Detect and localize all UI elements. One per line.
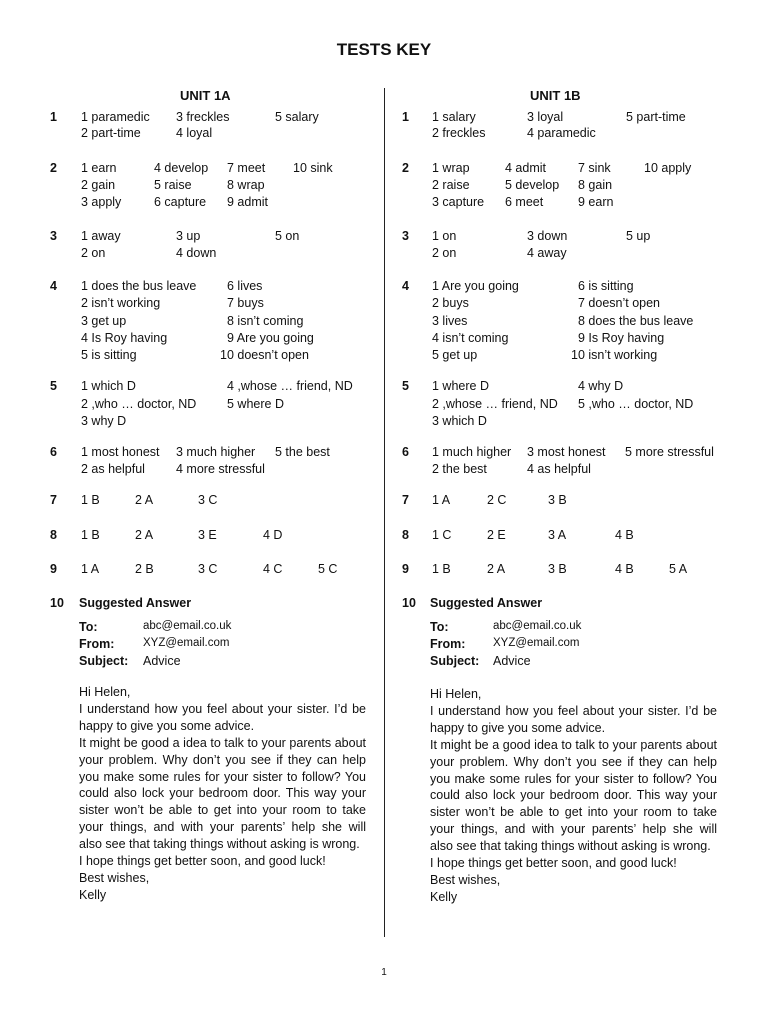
letter-paragraph: I understand how you feel about your sister. I’d be happy to give you some advice.	[79, 701, 366, 733]
letter-signoff: Best wishes,	[79, 870, 150, 885]
answer-item: 1 wrap	[432, 161, 470, 175]
answer-item: 4 ,whose … friend, ND	[227, 379, 353, 393]
answer-item: 1 most honest	[81, 445, 160, 459]
answer-item: 10 isn’t working	[571, 348, 658, 362]
answer-item: 2 on	[432, 246, 457, 260]
question-number: 4	[50, 279, 57, 293]
answer-item: 5 develop	[505, 178, 560, 192]
letter-signature: Kelly	[79, 887, 107, 902]
unit-heading: UNIT 1A	[180, 88, 231, 103]
email-subject-label: Subject:	[430, 654, 480, 668]
question-number: 10	[50, 596, 64, 610]
question-number: 7	[402, 493, 409, 507]
question-number: 9	[402, 562, 409, 576]
answer-item: 4 B	[615, 528, 634, 542]
answer-item: 2 as helpful	[81, 462, 145, 476]
letter-greeting: Hi Helen,	[430, 687, 482, 701]
answer-item: 3 why D	[81, 414, 127, 428]
answer-item: 1 A	[432, 493, 451, 507]
answer-item: 3 down	[527, 229, 568, 243]
answer-item: 4 C	[263, 562, 283, 576]
letter-paragraph: I hope things get better soon, and good luck!	[79, 854, 326, 869]
email-from-value: XYZ@email.com	[143, 637, 230, 649]
email-subject-value: Advice	[143, 654, 181, 668]
question-number: 3	[50, 229, 57, 243]
email-from-label: From:	[430, 637, 466, 651]
answer-item: 2 A	[135, 493, 154, 507]
answer-item: 10 apply	[644, 161, 692, 175]
question-number: 3	[402, 229, 409, 243]
answer-item: 5 get up	[432, 348, 478, 362]
question-number: 9	[50, 562, 57, 576]
answer-item: 10 sink	[293, 161, 333, 175]
answer-item: 6 capture	[154, 195, 207, 209]
answer-item: 7 buys	[227, 296, 264, 310]
answer-item: 3 B	[548, 493, 567, 507]
answer-item: 3 apply	[81, 195, 122, 209]
answer-item: 4 away	[527, 246, 567, 260]
answer-item: 4 loyal	[176, 126, 213, 140]
answer-item: 2 A	[487, 562, 506, 576]
question-number: 6	[50, 445, 57, 459]
answer-item: 4 as helpful	[527, 462, 591, 476]
answer-item: 2 part-time	[81, 126, 141, 140]
question-number: 8	[402, 528, 409, 542]
answer-item: 2 buys	[432, 296, 469, 310]
answer-item: 5 part-time	[626, 110, 686, 124]
answer-item: 1 which D	[81, 379, 136, 393]
email-subject-label: Subject:	[79, 654, 129, 668]
answer-item: 5 the best	[275, 445, 330, 459]
answer-item: 2 ,who … doctor, ND	[81, 397, 197, 411]
unit-heading: UNIT 1B	[530, 88, 581, 103]
answer-item: 7 sink	[578, 161, 611, 175]
answer-item: 2 C	[487, 493, 507, 507]
answer-item: 5 where D	[227, 397, 284, 411]
answer-item: 3 up	[176, 229, 201, 243]
answer-item: 1 C	[432, 528, 452, 542]
answer-item: 1 salary	[432, 110, 476, 124]
answer-item: 3 lives	[432, 314, 468, 328]
answer-item: 2 freckles	[432, 126, 486, 140]
answer-item: 1 B	[81, 528, 100, 542]
answer-item: 1 B	[432, 562, 451, 576]
answer-item: 1 does the bus leave	[81, 279, 197, 293]
question-number: 10	[402, 596, 416, 610]
answer-item: 4 isn’t coming	[432, 331, 509, 345]
answer-item: 1 A	[81, 562, 100, 576]
letter-signoff: Best wishes,	[430, 872, 501, 887]
answer-item: 6 lives	[227, 279, 263, 293]
answer-item: 9 earn	[578, 195, 614, 209]
answer-item: 8 wrap	[227, 178, 265, 192]
question-number: 2	[50, 161, 57, 175]
answer-item: 2 A	[135, 528, 154, 542]
email-subject-value: Advice	[493, 654, 531, 668]
answer-item: 3 B	[548, 562, 567, 576]
question-number: 5	[50, 379, 57, 393]
answer-item: 2 isn’t working	[81, 296, 161, 310]
answer-item: 2 ,whose … friend, ND	[432, 397, 558, 411]
letter-paragraph: I understand how you feel about your sister. I’d be happy to give you some advice.	[430, 703, 717, 735]
answer-item: 4 B	[615, 562, 634, 576]
answer-item: 3 freckles	[176, 110, 230, 124]
question-number: 1	[402, 110, 409, 124]
suggested-answer-heading: Suggested Answer	[430, 596, 543, 610]
answer-item: 5 A	[669, 562, 688, 576]
email-to-value: abc@email.co.uk	[493, 620, 582, 632]
answer-item: 7 doesn’t open	[578, 296, 661, 310]
answer-item: 3 get up	[81, 314, 127, 328]
answer-item: 5 more stressful	[625, 445, 714, 459]
letter-paragraph: It might be good a idea to talk to your parents about your problem. Why don’t you see if they can help you make some rules for your sister to follow? You could also lock your bedroom door. This way your sister won’t be able to get into your room to take your things, and with your parents’ help she will also see that taking things without asking is wrong.	[79, 735, 366, 852]
answer-item: 1 where D	[432, 379, 489, 393]
answer-item: 6 is sitting	[578, 279, 634, 293]
letter-greeting: Hi Helen,	[79, 685, 131, 699]
answer-item: 1 B	[81, 493, 100, 507]
answer-item: 1 away	[81, 229, 121, 243]
answer-item: 4 develop	[154, 161, 209, 175]
answer-item: 2 raise	[432, 178, 470, 192]
suggested-letter	[430, 686, 717, 906]
answer-item: 8 isn’t coming	[227, 314, 304, 328]
answer-item: 2 B	[135, 562, 154, 576]
letter-signature: Kelly	[430, 889, 458, 904]
answer-item: 4 admit	[505, 161, 546, 175]
answer-item: 1 earn	[81, 161, 117, 175]
email-from-value: XYZ@email.com	[493, 637, 580, 649]
question-number: 4	[402, 279, 409, 293]
letter-paragraph: It might be a good idea to talk to your parents about your problem. Why don’t you see if they can help you make some rules for your sister to follow? You could also lock your bedroom door. This way your sister won’t be able to get into your room to take your things, and with your parents’ help she will also see that taking things without asking is wrong.	[430, 737, 717, 854]
answer-item: 3 which D	[432, 414, 487, 428]
page-number: 1	[381, 967, 387, 978]
answer-item: 5 C	[318, 562, 338, 576]
email-to-value: abc@email.co.uk	[143, 620, 232, 632]
answer-item: 3 loyal	[527, 110, 564, 124]
answer-item: 4 paramedic	[527, 126, 596, 140]
answer-item: 4 why D	[578, 379, 624, 393]
answer-item: 1 on	[432, 229, 457, 243]
answer-item: 6 meet	[505, 195, 544, 209]
answer-item: 7 meet	[227, 161, 266, 175]
question-number: 2	[402, 161, 409, 175]
answer-item: 3 much higher	[176, 445, 256, 459]
answer-item: 4 down	[176, 246, 217, 260]
answer-item: 8 gain	[578, 178, 613, 192]
answer-item: 3 most honest	[527, 445, 606, 459]
answer-item: 3 C	[198, 562, 218, 576]
answer-item: 9 Is Roy having	[578, 331, 665, 345]
email-from-label: From:	[79, 637, 115, 651]
answer-item: 5 salary	[275, 110, 319, 124]
answer-item: 2 the best	[432, 462, 487, 476]
answer-item: 5 ,who … doctor, ND	[578, 397, 694, 411]
answer-item: 9 admit	[227, 195, 268, 209]
answer-item: 2 E	[487, 528, 506, 542]
answer-item: 5 raise	[154, 178, 192, 192]
answer-item: 3 A	[548, 528, 567, 542]
answer-item: 5 is sitting	[81, 348, 137, 362]
answer-item: 4 Is Roy having	[81, 331, 168, 345]
answer-item: 5 on	[275, 229, 300, 243]
answer-item: 4 more stressful	[176, 462, 265, 476]
question-number: 1	[50, 110, 57, 124]
answer-item: 1 paramedic	[81, 110, 150, 124]
unit-1b-column	[351, 0, 735, 1024]
answer-item: 8 does the bus leave	[578, 314, 694, 328]
email-to-label: To:	[430, 620, 449, 634]
answer-item: 5 up	[626, 229, 651, 243]
letter-paragraph: I hope things get better soon, and good luck!	[430, 856, 677, 871]
question-number: 5	[402, 379, 409, 393]
question-number: 8	[50, 528, 57, 542]
answer-item: 3 C	[198, 493, 218, 507]
answer-item: 1 much higher	[432, 445, 512, 459]
answer-item: 10 doesn’t open	[220, 348, 309, 362]
answer-item: 9 Are you going	[227, 331, 314, 345]
answer-item: 3 capture	[432, 195, 485, 209]
suggested-answer-heading: Suggested Answer	[79, 596, 192, 610]
suggested-letter	[79, 684, 366, 904]
answer-item: 2 on	[81, 246, 106, 260]
answer-item: 1 Are you going	[432, 279, 519, 293]
page-title: TESTS KEY	[336, 40, 432, 59]
email-to-label: To:	[79, 620, 98, 634]
answer-item: 4 D	[263, 528, 283, 542]
question-number: 7	[50, 493, 57, 507]
answer-item: 2 gain	[81, 178, 116, 192]
question-number: 6	[402, 445, 409, 459]
answer-item: 3 E	[198, 528, 217, 542]
